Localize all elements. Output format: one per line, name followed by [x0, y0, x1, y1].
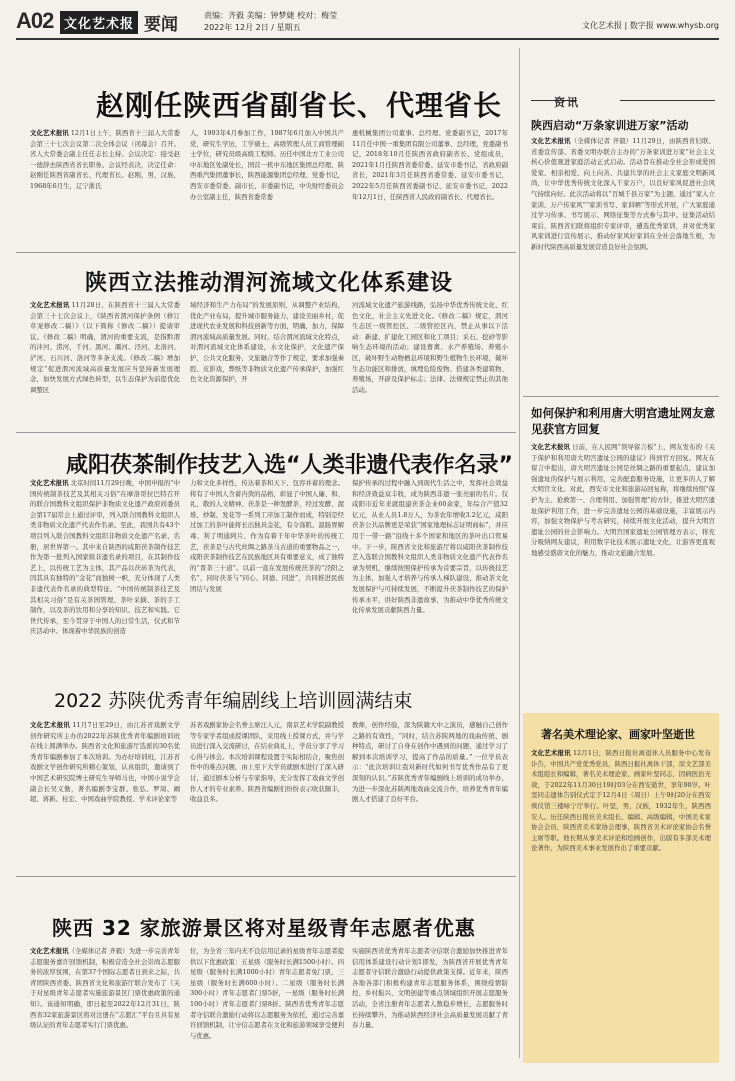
article1-col1-text: 12月1日上午，陕西省十三届人大常委会第三十七次会议第二次全体会议（闭幕会）召开。省人大常委会副主任任志长主持。会议决定：接受赵一德辞去陕西省省长职务。会议经表决，决定任命：赵刚任陕西省副省长、代理省长。赵刚，男，汉族，1968年6月生，辽宁浙氏 [30, 129, 181, 190]
article3-col3: 保护传承的过程中融入到现代生活之中，发挥社会效益和经济效益双丰收，成为陕西非遗一张亮丽的名片。仅咸阳市近年来就组建茯茶企业60余家，年综合产值32亿元，从业人员1.8万人，为茶农年增收3.2亿元，咸阳茯茶公共品牌更是荣获“国家地理标志证明商标”，并应用于一带一路“沿线十多个国家和地区的茶叶出口贸易中。下一步，陕西省文化和旅游厅将以咸阳茯茶制作技艺入选联合国教科文组织人类非物质文化遗产代表作名录为契机，继续按照保护传承为首要宗旨，以传统技艺为主体，加强人才培养与传承人梯队建设，推动茶文化发展保护与可持续发展，不断提升茯茶制作技艺的保护传承水平，讲好陕西非遗故事，为推动中华优秀传统文化传承发展贡献陕西力量。 [352, 479, 508, 615]
article2-headline: 陕西立法推动渭河流域文化体系建设 [85, 271, 454, 296]
article1-col2: 人，1993年4月参加工作，1987年6月加入中国共产党，研究生学历，工学硕士，高级管理人员工商管理硕士学位，研究员级高级工程师。历任中国北方工业公司中东地区处副处长，国营一机中东地区集团总经理、陕西重汽集团董事长，陕西能源集团总经理、党委书记，西安市委常委、副市长、市委副书记，中央财经委员会办公室副主任，陕西省委常委 [190, 129, 344, 201]
article3-headline: 咸阳茯茶制作技艺入选“人类非遗代表作名录” [66, 453, 513, 478]
article4-col2: 苏省戏剧家协会名誉主席汪人元，南京艺术学院副教授等专家学者组成授课团队，采用线上授课方式，并与学员进行深入交流研讨，在结业典礼上，学员分享了学习心得与体会。本次培训课程设置于实际相结合，聚焦创作中的难点问题，由上至下大学员就剧本进行了深入研讨，通过剧本分析与专家指导，充分发挥了戏曲文学创作人才的专业素养。陕西省编剧们纷纷表示收获颇丰，收益良多。 [190, 721, 344, 804]
obituary-text: 12月1日，陕西日报社离退休人员服务中心发布讣告，中国共产党优秀党员，陕西日报社离休干部，原文艺部美术组组长和编辑，著名美术理论家、画家叶坚同志，因病医治无效，于2022年11月30日19时03分在西安逝世，享年90岁。叶坚同志遗体告别仪式定于12月4日（周日）上午9时20分在西安殡仪馆三楼咏宁厅举行。叶坚，男，汉族，1932年生，陕西西安人。历任陕西日报社美术组长、编辑、高级编辑，中国美术家协会会员，陕西省美术家协会理事，陕西省美术评论家协会名誉主席等职。他长期从事美术评论和绘画创作，出版有多部美术理论著作，为陕西美术事业发展作出了重要贡献。 [531, 749, 712, 853]
article2-lead: 文化艺术报讯 [30, 301, 70, 309]
column-divider [519, 48, 520, 1058]
article5-col3: 实施陕西省优秀青年志愿者守信联合激励加快推进青年信用体系建设行动计划1即发，为陕西省开展优秀青年志愿者守信联合激励行动提供政策支撑。近年来，陕西各地各部门积极构建青年志愿服务体系，围绕疫情防控、乡村振兴、文明创建等重点领域组织开展志愿服务活动，全省注册青年志愿者人数稳步增长，志愿服务时长持续攀升，为推动陕西经济社会高质量发展贡献了青春力量。 [352, 947, 508, 1030]
section-rule-right [620, 100, 715, 101]
sidebar-news1-body [531, 136, 715, 386]
divider [16, 252, 516, 253]
article4-col1 [30, 720, 180, 870]
sidebar-news2-lead: 文化艺术报讯 [531, 443, 570, 451]
newspaper-name: 文化艺术报 [60, 11, 138, 34]
editor-credits [204, 10, 337, 34]
article4-col1-text: 11月7日至29日，由江苏省戏剧文学创作研究所主办的2022年苏陕优秀青年编剧培训班在线上圆满举办。陕西省文化和旅游厅选派的30名优秀青年编剧参加了本次培训。为办好培训班，江苏省戏剧文学创作研究所精心策划，认真组织，邀请到了中国艺术研究院博士研究生导师马也，中国小说学会副会长吴义勤，著名编剧李宝群、张弘、罗周、阚超、蒋新、桂宏、中国戏曲学院教授、学术评论家等 [30, 721, 180, 804]
article3-col2: 力和文化多样性，传达着茶和天下、包容并蓄的理念。将有了中国人含蓄内敛的品格，彰显了中国人廉、和、礼、敬的人文精神。茯茶是一种发酵茶，经过发酵、渥堆、炒制、发花等一系列工序加工制作而成，特别是经过加工的茶叶能将长出独具金花，有令涤肌、温肠胃解毒、利了明通阿片、作为有着千年中华茶叶的传统工艺，茯茶是与古代丝绸之路茶马古道的重要物品之一，咸阳茯茶制作技艺在民族地区具有重要意义，成了独特的“晋茶三十道”。以前一直在发展传统茯茶的“泾阳之名”，同时茯茶与“同心、同德、同进”，共同推进民族团结与发展 [190, 479, 344, 593]
credits-line: 责编：齐毅 美编：钟梦婕 校对：梅莹 [204, 11, 338, 20]
article2-col1-text: 11月28日，在陕西省十三届人大常委会第三十七次会议上，《陕西省渭河保护条例（修订草案修改二稿）》（以下简称《修改二稿》）提请审议。《修改二稿》明确，渭河的重要支流，是指黔渭的沣河、涝河、千河、黑河、灞河、泾河、北洛河、浐河、石川河、洛河等多条支流。《修改二稿》增加规定“促进渭河流域高质量发展应当坚持新发展理念，加快发展方式绿色转型，以生态保护为前提优化调整区 [30, 301, 180, 394]
article1-col1 [30, 128, 180, 248]
divider [16, 432, 516, 433]
sidebar-news2-body [531, 442, 715, 697]
obituary-headline: 著名美术理论家、画家叶坚逝世 [541, 728, 695, 741]
obituary-lead: 文化艺术报讯 [531, 749, 571, 757]
article2-col3: 河流域文化遗产旅游线路，弘扬中华优秀传统文化、红色文化，社会主义先进文化。《修改二稿》规定，渭河生态区一级管控区、二级管控区内，禁止从事以下活动：新建、扩建化工园区和化工项目；采石、挖砂等影响生态环境的活动；建设畜禽、水产养殖场、养殖小区，破坏野生动物栖息环境和野生植物生长环境，破坏生态功能区和排放，填埋危险废物、搭建各类建筑物、养殖场，开辟及保护标志；法律、法规规定禁止的其他活动。 [352, 301, 508, 394]
sidebar-news1-lead: 文化艺术报讯 [531, 137, 571, 145]
sidebar-news2-text: 日前，在人民网“领导留言板”上，网友发布的《关于保护和利用唐大明宫遗址公园的建议》得到官方回复。网友在留言中提出，唐大明宫遗址公园是丝绸之路的重要起点，建议加强遗址的保护与展示利用，完善配套服务设施，让更多的人了解大明宫文化。对此，西安市文化和旅游局回复称，将继续按照“保护为主、抢救第一、合理利用、加强管理”的方针，推进大明宫遗址保护利用工作，进一步完善遗址公园的基础设施，丰富展示内容，加强文物保护与考古研究，持续开展文化活动，提升大明宫遗址公园的社会影响力。大明宫国家遗址公园管理方表示，将充分吸纳网友建议，利用数字化技术展示遗址文化，让游客更直观地感受盛唐文化的魅力，推动文旅融合发展。 [531, 443, 716, 557]
article2-col2: 域经济和生产力布局”的发展原则，从调整产业结构，优化产业布局，提升城市服务能力，建设美丽乡村，促进现代农业发展和科技创新等方面，明确，加力，保障渭河流域高质量发展。同时，结合渭河流域文化特点，对渭河流域文化体系建设，水文化保护，文化遗产保护，公共文化服务，文旅融合等作了规定，要求加强秦腔、皮影戏，弊纸等非物质文化遗产传承保护，加强红色文化资源保护，开 [190, 301, 344, 384]
article1-lead: 文化艺术报讯 [30, 129, 69, 137]
article4-headline: 2022 苏陕优秀青年编剧线上培训圆满结束 [54, 690, 413, 712]
sidebar-news1-text: （全媒体记者 齐毅）11月29日，由陕西省妇联、省委宣传部、省委文明办联合主办的“万条家训进万家”社会主义核心价值观进家庭活动正式启动。活动旨在推动全社会形成爱国爱家、相亲相爱、向上向善、共建共享的社会主义家庭文明新风尚，让中华优秀传统文化深入千家万户，以良好家风促进社会风气持续向好。此次活动将以“百城千县万家”为主题，通过“家人立家训、万户传家风”“家训书写、家训晒”等形式开展，广大家庭通过学习传承、书写展示、网络征集等方式参与其中。征集活动结束后，陕西省妇联将组织专家评审，遴选优秀家训，并对优秀家风家训进行宣传展示，推动好家风好家训在全社会落地生根，为新时代陕西高质量发展营造良好社会氛围。 [531, 137, 716, 251]
article5-headline: 陕西 32 家旅游景区将对星级青年志愿者优惠 [52, 916, 476, 940]
page-number: A02 [16, 8, 54, 33]
article1-col3: 惠机械集团公司董事、总经理、党委副书记，2017年11月任中国一重集团有限公司董事、总经理、党委副书记，2018年10月任陕西省政府副省长、党组成员，2021年1月任陕西省委常委、延安市委书记，省政府副省长，2021年3月任陕西省委常委、延安市委书记，2022年5月任陕西省委副书记、延安市委书记，2022年12月1日，任陕西省人民政府副省长、代理省长。 [352, 129, 508, 201]
article1-headline: 赵刚任陕西省副省长、代理省长 [96, 89, 503, 122]
obituary-body [531, 748, 711, 1053]
divider [16, 876, 516, 877]
sidebar-news1-headline: 陕西启动“万条家训进万家”活动 [531, 119, 689, 132]
masthead [16, 6, 719, 40]
article3-col1-text: 北京时间11月29日晚，中国申报的“中国传统制茶技艺及其相关习俗”在摩洛哥拉巴特召开的联合国教科文组织保护非物质文化遗产政府间委员会第17届常会上通过评审，列入联合国教科文组织人类非物质文化遗产代表作名录。至此，我国共有43个项目列入联合国教科文组织非物质文化遗产名录、名册，居世界第一。其中来自陕西的咸阳茯茶制作技艺作为第一批列入国家级非遗名录的项目，在其制作技艺上，以传统工艺为主体，其产品以茯砖茶为代表，因其具有独特的“金花”而独树一帜，充分体现了人类非遗代表作名录的典型特征。“中国传统制茶技艺及其相关习俗”是有关茶园管理、茶叶采摘、茶的手工制作，以及茶的饮用和分享的知识、技艺和实践。它世代传承，至今贯穿于中国人的日常生活，仪式和节庆活动中。体现着中华民族的创造 [30, 479, 181, 636]
article4-lead: 文化艺术报讯 [30, 721, 71, 729]
section-title: 要闻 [144, 15, 178, 35]
article5-col1-text: （全媒体记者 齐毅）为进一步完善青年志愿服务嘉许回馈机制，积极营造全社会崇尚志愿服务的浓厚氛围，在第37个国际志愿者日到来之际，共青团陕西省委、陕西省文化和旅游厅联合发布了《关于对星级青年志愿者实施旅游景区门票优惠政策的通知》。该通知明确，即日起至2022年12月31日，陕西省32家旅游景区将对注册在“志愿汇”平台且具有星级认证的青年志愿者实行门票优惠。 [30, 947, 181, 1030]
article4-col3: 教师，创作经验，深为陕籍大中之演员，感触自己创作之路的有效性，“同时，结合苏陕两地的戏曲传统、剧种特点，研讨了自身在创作中遇到的问题，通过学习了解到本次培训学习，提高了作品的质量。” 一位学员表示：“此次培训让我对新时代如何书写优秀作品有了更深刻的认识。”苏陕优秀青年编剧线上培训的成功举办，为进一步深化苏陕两地戏曲交流合作，培养优秀青年编剧人才搭建了良好平台。 [352, 721, 508, 804]
article5-lead: 文化艺术报讯 [30, 947, 69, 955]
paper-url: 文化艺术报 | 数字报 www.whysb.org [581, 21, 719, 30]
article2-col1 [30, 300, 180, 415]
article5-col2: 位，为全省三年内无不良信用记录的星级青年志愿者提供以下优惠政策：五星级（服务时长满1500小时）、四星级（服务时长满1000小时）青年志愿者免门票，三星级（服务时长满600小时）、二星级（服务时长满300小时）青年志愿者门票5折，一星级（服务时长满100小时）青年志愿者门票8折。陕西省优秀青年志愿者守信联合激励行动将以志愿服务为依托，通过完善嘉许回馈机制，让守信志愿者在文化和旅游领域享受便利与优惠。 [190, 947, 344, 1040]
article3-col1 [30, 478, 181, 636]
divider [523, 396, 719, 397]
issue-date: 2022年 12月 2日 / 星期五 [204, 23, 301, 32]
sidebar-news2-headline: 如何保护和利用唐大明宫遗址网友意见获官方回复 [531, 406, 715, 436]
article3-lead: 文化艺术报讯 [30, 479, 69, 487]
article5-col1 [30, 946, 180, 1066]
sidebar-section-label: 资讯 [554, 96, 580, 109]
